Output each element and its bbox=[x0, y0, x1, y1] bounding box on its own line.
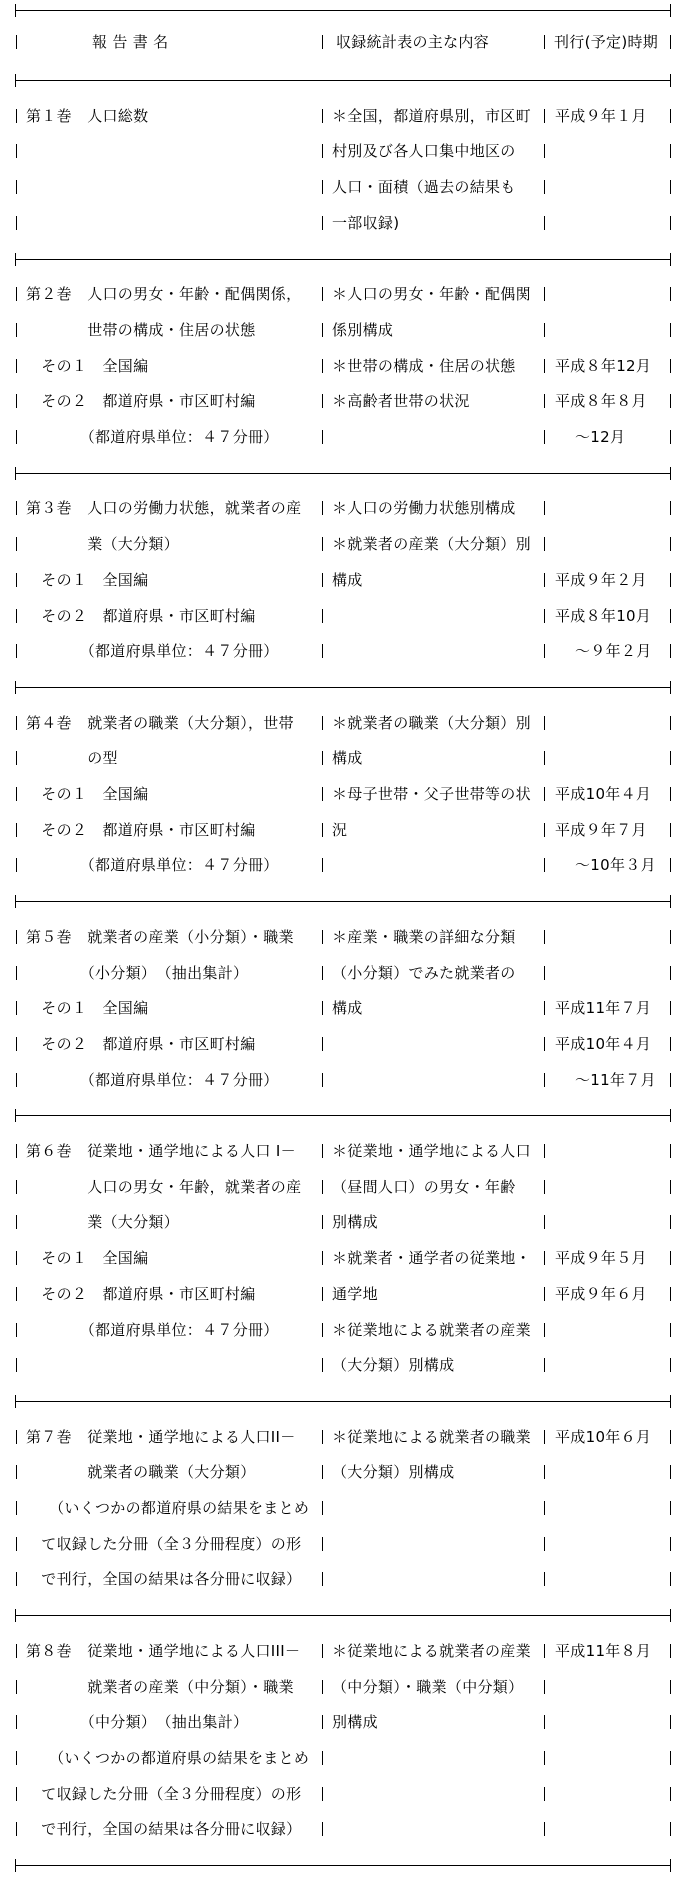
column-divider bbox=[670, 323, 671, 337]
report-title-cell: その２ 都道府県・市区町村編 bbox=[26, 1034, 256, 1053]
column-divider bbox=[670, 1751, 671, 1765]
column-divider bbox=[322, 716, 323, 730]
column-divider bbox=[544, 787, 545, 801]
column-divider bbox=[16, 537, 17, 551]
column-divider bbox=[670, 1001, 671, 1015]
column-divider bbox=[670, 1715, 671, 1729]
column-divider bbox=[670, 751, 671, 765]
column-divider bbox=[322, 394, 323, 408]
report-title-cell: （中分類） （抽出集計） bbox=[26, 1713, 249, 1732]
column-divider bbox=[16, 1572, 17, 1586]
contents-cell: 別構成 bbox=[332, 1213, 378, 1232]
column-divider bbox=[670, 1287, 671, 1301]
publication-date-cell: 平成10年６月 bbox=[555, 1427, 652, 1446]
column-divider bbox=[544, 1501, 545, 1515]
report-title-cell: （いくつかの都道府県の結果をまとめ bbox=[26, 1499, 310, 1517]
column-divider bbox=[544, 1073, 545, 1087]
volume-separator-rule bbox=[16, 473, 671, 474]
column-divider bbox=[544, 35, 545, 49]
report-title-cell: 業（大分類） bbox=[26, 1213, 180, 1232]
column-divider bbox=[670, 287, 671, 301]
contents-cell: （大分類）別構成 bbox=[332, 1463, 455, 1482]
column-divider bbox=[16, 394, 17, 408]
column-divider bbox=[16, 1680, 17, 1694]
publication-date-cell: 平成９年１月 bbox=[555, 106, 647, 125]
report-title-cell: その２ 都道府県・市区町村編 bbox=[26, 1284, 256, 1303]
column-divider bbox=[670, 1073, 671, 1087]
contents-cell: ＊全国，都道府県別，市区町 bbox=[332, 106, 531, 125]
report-title-cell: 世帯の構成・住居の状態 bbox=[26, 320, 256, 339]
column-divider bbox=[16, 1465, 17, 1479]
column-divider bbox=[16, 1287, 17, 1301]
publication-date-cell: 平成９年７月 bbox=[555, 820, 647, 839]
column-divider bbox=[16, 858, 17, 872]
report-title-cell: （都道府県単位：４７分冊） bbox=[26, 1320, 279, 1339]
volume-separator-rule bbox=[16, 259, 671, 260]
column-divider bbox=[544, 501, 545, 515]
column-divider bbox=[670, 537, 671, 551]
publication-date-cell: 平成９年２月 bbox=[555, 570, 647, 589]
column-divider bbox=[16, 359, 17, 373]
column-divider bbox=[322, 430, 323, 444]
column-divider bbox=[16, 287, 17, 301]
column-divider bbox=[670, 787, 671, 801]
column-divider bbox=[670, 1037, 671, 1051]
column-divider bbox=[16, 1251, 17, 1265]
contents-cell: ＊人口の労働力状態別構成 bbox=[332, 499, 516, 518]
column-divider bbox=[544, 1251, 545, 1265]
contents-cell: ＊人口の男女・年齢・配偶関 bbox=[332, 285, 531, 304]
column-divider bbox=[16, 1358, 17, 1372]
column-divider bbox=[544, 930, 545, 944]
column-divider bbox=[322, 501, 323, 515]
publication-date-cell: ～12月 bbox=[575, 428, 626, 446]
column-divider bbox=[16, 501, 17, 515]
column-divider bbox=[670, 430, 671, 444]
contents-cell: ＊産業・職業の詳細な分類 bbox=[332, 927, 516, 946]
report-title-cell: その１ 全国編 bbox=[26, 356, 149, 375]
contents-cell: （中分類）・職業（中分類） bbox=[332, 1677, 524, 1696]
column-divider bbox=[670, 1644, 671, 1658]
column-divider bbox=[670, 359, 671, 373]
column-divider bbox=[16, 823, 17, 837]
contents-cell: （昼間人口）の男女・年齢 bbox=[332, 1177, 516, 1196]
report-title-cell: で刊行，全国の結果は各分冊に収録） bbox=[26, 1820, 302, 1839]
column-divider bbox=[544, 1144, 545, 1158]
column-divider bbox=[322, 35, 323, 49]
column-divider bbox=[16, 1715, 17, 1729]
column-divider bbox=[322, 287, 323, 301]
column-divider bbox=[670, 1822, 671, 1836]
column-divider bbox=[544, 1572, 545, 1586]
header-rule bbox=[16, 80, 671, 81]
column-divider bbox=[16, 930, 17, 944]
report-title-cell: （都道府県単位：４７分冊） bbox=[26, 856, 279, 875]
column-divider bbox=[544, 1180, 545, 1194]
header-publication-date: 刊行(予定)時期 bbox=[554, 33, 659, 51]
column-divider bbox=[16, 787, 17, 801]
column-divider bbox=[544, 966, 545, 980]
column-divider bbox=[16, 1787, 17, 1801]
column-divider bbox=[670, 609, 671, 623]
column-divider bbox=[544, 1715, 545, 1729]
column-divider bbox=[16, 1144, 17, 1158]
column-divider bbox=[544, 287, 545, 301]
column-divider bbox=[322, 359, 323, 373]
column-divider bbox=[322, 751, 323, 765]
column-divider bbox=[544, 1644, 545, 1658]
column-divider bbox=[670, 1358, 671, 1372]
report-title-cell: 第８巻 従業地・通学地による人口III－ bbox=[26, 1641, 301, 1660]
column-divider bbox=[670, 180, 671, 194]
column-divider bbox=[544, 1787, 545, 1801]
contents-cell: ＊世帯の構成・住居の状態 bbox=[332, 356, 516, 375]
column-divider bbox=[322, 1715, 323, 1729]
contents-cell: 村別及び各人口集中地区の bbox=[332, 142, 516, 161]
column-divider bbox=[670, 1465, 671, 1479]
contents-cell: 通学地 bbox=[332, 1284, 378, 1303]
report-title-cell: （小分類） （抽出集計） bbox=[26, 963, 249, 982]
column-divider bbox=[670, 1787, 671, 1801]
contents-cell: 人口・面積（過去の結果も bbox=[332, 178, 516, 197]
column-divider bbox=[670, 930, 671, 944]
contents-cell: ＊就業者・通学者の従業地・ bbox=[332, 1249, 531, 1268]
table-top-rule bbox=[16, 10, 671, 11]
report-title-cell: その１ 全国編 bbox=[26, 1249, 149, 1268]
column-divider bbox=[322, 109, 323, 123]
volume-separator-rule bbox=[16, 901, 671, 902]
contents-cell: ＊高齢者世帯の状況 bbox=[332, 392, 470, 411]
publication-date-cell: ～９年２月 bbox=[575, 642, 652, 661]
contents-cell: ＊就業者の職業（大分類）別 bbox=[332, 713, 531, 732]
column-divider bbox=[544, 1465, 545, 1479]
column-divider bbox=[322, 1787, 323, 1801]
report-title-cell: て収録した分冊（全３分冊程度）の形 bbox=[26, 1534, 302, 1553]
report-title-cell: 就業者の職業（大分類） bbox=[26, 1463, 256, 1482]
column-divider bbox=[322, 1037, 323, 1051]
column-divider bbox=[16, 430, 17, 444]
column-divider bbox=[322, 1358, 323, 1372]
column-divider bbox=[16, 716, 17, 730]
report-title-cell: 就業者の産業（中分類）・職業 bbox=[26, 1677, 294, 1696]
report-title-cell: で刊行，全国の結果は各分冊に収録） bbox=[26, 1570, 302, 1589]
header-contents: 収録統計表の主な内容 bbox=[336, 33, 490, 51]
contents-cell: ＊従業地による就業者の産業 bbox=[332, 1641, 531, 1660]
column-divider bbox=[16, 216, 17, 230]
report-title-cell: 第３巻 人口の労働力状態，就業者の産 bbox=[26, 499, 302, 518]
report-title-cell: その１ 全国編 bbox=[26, 570, 149, 589]
column-divider bbox=[544, 716, 545, 730]
column-divider bbox=[322, 1822, 323, 1836]
contents-cell: 構成 bbox=[332, 999, 363, 1018]
column-divider bbox=[544, 394, 545, 408]
publication-date-cell: 平成９年６月 bbox=[555, 1284, 647, 1303]
column-divider bbox=[16, 1822, 17, 1836]
report-title-cell: 人口の男女・年齢，就業者の産 bbox=[26, 1177, 302, 1196]
report-title-cell: 第６巻 従業地・通学地による人口 Ⅰ－ bbox=[26, 1142, 296, 1160]
report-title-cell: その１ 全国編 bbox=[26, 999, 149, 1018]
report-title-cell: 第７巻 従業地・通学地による人口II－ bbox=[26, 1427, 296, 1446]
report-title-cell: 業（大分類） bbox=[26, 535, 180, 554]
volume-separator-rule bbox=[16, 1615, 671, 1616]
column-divider bbox=[16, 1501, 17, 1515]
column-divider bbox=[16, 323, 17, 337]
contents-cell: ＊従業地による就業者の産業 bbox=[332, 1320, 531, 1339]
column-divider bbox=[16, 609, 17, 623]
publication-date-cell: 平成11年８月 bbox=[555, 1641, 652, 1660]
column-divider bbox=[322, 1001, 323, 1015]
column-divider bbox=[670, 1215, 671, 1229]
report-title-cell: その２ 都道府県・市区町村編 bbox=[26, 606, 256, 625]
column-divider bbox=[322, 1215, 323, 1229]
column-divider bbox=[544, 1822, 545, 1836]
column-divider bbox=[544, 823, 545, 837]
publication-date-cell: 平成10年４月 bbox=[555, 785, 652, 803]
column-divider bbox=[544, 430, 545, 444]
column-divider bbox=[322, 1501, 323, 1515]
publication-date-cell: 平成９年５月 bbox=[555, 1249, 647, 1268]
column-divider bbox=[544, 751, 545, 765]
report-title-cell: その２ 都道府県・市区町村編 bbox=[26, 820, 256, 839]
column-divider bbox=[544, 1430, 545, 1444]
column-divider bbox=[670, 1251, 671, 1265]
column-divider bbox=[16, 644, 17, 658]
column-divider bbox=[322, 1680, 323, 1694]
column-divider bbox=[544, 1215, 545, 1229]
publication-date-cell: ～11年７月 bbox=[575, 1070, 656, 1089]
report-title-cell: （いくつかの都道府県の結果をまとめ bbox=[26, 1748, 310, 1767]
column-divider bbox=[670, 1323, 671, 1337]
column-divider bbox=[544, 216, 545, 230]
publication-date-cell: ～10年３月 bbox=[575, 856, 656, 875]
contents-cell: 別構成 bbox=[332, 1713, 378, 1732]
column-divider bbox=[544, 573, 545, 587]
column-divider bbox=[16, 1644, 17, 1658]
column-divider bbox=[544, 609, 545, 623]
column-divider bbox=[544, 1037, 545, 1051]
column-divider bbox=[670, 501, 671, 515]
publication-date-cell: 平成８年12月 bbox=[555, 356, 652, 375]
column-divider bbox=[544, 180, 545, 194]
column-divider bbox=[322, 1251, 323, 1265]
contents-cell: （小分類）でみた就業者の bbox=[332, 963, 516, 982]
column-divider bbox=[670, 1680, 671, 1694]
column-divider bbox=[670, 823, 671, 837]
column-divider bbox=[322, 1287, 323, 1301]
column-divider bbox=[322, 823, 323, 837]
column-divider bbox=[670, 858, 671, 872]
contents-cell: ＊就業者の産業（大分類）別 bbox=[332, 535, 531, 554]
column-divider bbox=[322, 1073, 323, 1087]
publication-date-cell: 平成11年７月 bbox=[555, 999, 652, 1018]
column-divider bbox=[16, 1073, 17, 1087]
contents-cell: 構成 bbox=[332, 749, 363, 768]
column-divider bbox=[16, 1037, 17, 1051]
column-divider bbox=[16, 1001, 17, 1015]
column-divider bbox=[670, 216, 671, 230]
column-divider bbox=[544, 858, 545, 872]
column-divider bbox=[322, 1537, 323, 1551]
column-divider bbox=[322, 1144, 323, 1158]
contents-cell: 一部収録) bbox=[332, 213, 400, 232]
column-divider bbox=[670, 1572, 671, 1586]
report-title-cell: 第１巻 人口総数 bbox=[26, 106, 149, 125]
publication-date-cell: 平成８年８月 bbox=[555, 392, 647, 411]
column-divider bbox=[16, 751, 17, 765]
column-divider bbox=[322, 609, 323, 623]
column-divider bbox=[322, 1572, 323, 1586]
volume-separator-rule bbox=[16, 1115, 671, 1116]
column-divider bbox=[670, 1144, 671, 1158]
column-divider bbox=[670, 144, 671, 158]
column-divider bbox=[544, 1323, 545, 1337]
column-divider bbox=[322, 537, 323, 551]
contents-cell: ＊母子世帯・父子世帯等の状 bbox=[332, 785, 531, 803]
contents-cell: 係別構成 bbox=[332, 320, 394, 339]
report-title-cell: の型 bbox=[26, 749, 118, 768]
report-title-cell: 第２巻 人口の男女・年齢・配偶関係， bbox=[26, 285, 302, 304]
column-divider bbox=[322, 930, 323, 944]
column-divider bbox=[16, 966, 17, 980]
column-divider bbox=[16, 180, 17, 194]
contents-cell: ＊従業地による就業者の職業 bbox=[332, 1427, 531, 1446]
column-divider bbox=[16, 1537, 17, 1551]
column-divider bbox=[322, 573, 323, 587]
column-divider bbox=[544, 144, 545, 158]
column-divider bbox=[544, 644, 545, 658]
column-divider bbox=[322, 180, 323, 194]
column-divider bbox=[670, 1501, 671, 1515]
report-title-cell: （都道府県単位：４７分冊） bbox=[26, 1070, 279, 1089]
report-title-cell: その２ 都道府県・市区町村編 bbox=[26, 392, 256, 411]
column-divider bbox=[322, 1180, 323, 1194]
contents-cell: 構成 bbox=[332, 570, 363, 589]
contents-cell: ＊従業地・通学地による人口 bbox=[332, 1142, 531, 1160]
column-divider bbox=[322, 858, 323, 872]
report-title-cell: 第５巻 就業者の産業（小分類）・職業 bbox=[26, 927, 294, 946]
column-divider bbox=[670, 1430, 671, 1444]
volume-separator-rule bbox=[16, 687, 671, 688]
contents-cell: （大分類）別構成 bbox=[332, 1356, 455, 1375]
column-divider bbox=[544, 323, 545, 337]
column-divider bbox=[16, 573, 17, 587]
column-divider bbox=[322, 787, 323, 801]
column-divider bbox=[16, 1751, 17, 1765]
column-divider bbox=[544, 109, 545, 123]
header-report-title: 報 告 書 名 bbox=[92, 33, 169, 51]
column-divider bbox=[16, 144, 17, 158]
column-divider bbox=[16, 1180, 17, 1194]
column-divider bbox=[322, 1430, 323, 1444]
column-divider bbox=[322, 144, 323, 158]
report-title-cell: （都道府県単位：４７分冊） bbox=[26, 642, 279, 661]
column-divider bbox=[322, 323, 323, 337]
column-divider bbox=[322, 644, 323, 658]
column-divider bbox=[544, 1751, 545, 1765]
publication-date-cell: 平成８年10月 bbox=[555, 606, 652, 625]
column-divider bbox=[322, 966, 323, 980]
column-divider bbox=[670, 966, 671, 980]
column-divider bbox=[670, 573, 671, 587]
column-divider bbox=[544, 1537, 545, 1551]
contents-cell: 況 bbox=[332, 820, 348, 839]
volume-separator-rule bbox=[16, 1865, 671, 1866]
publication-date-cell: 平成10年４月 bbox=[555, 1034, 652, 1053]
column-divider bbox=[322, 216, 323, 230]
column-divider bbox=[322, 1751, 323, 1765]
report-title-cell: て収録した分冊（全３分冊程度）の形 bbox=[26, 1784, 302, 1803]
column-divider bbox=[16, 1215, 17, 1229]
column-divider bbox=[16, 109, 17, 123]
volume-separator-rule bbox=[16, 1401, 671, 1402]
column-divider bbox=[544, 1680, 545, 1694]
report-title-cell: その１ 全国編 bbox=[26, 785, 149, 803]
column-divider bbox=[544, 1358, 545, 1372]
column-divider bbox=[544, 1287, 545, 1301]
column-divider bbox=[16, 35, 17, 49]
column-divider bbox=[16, 1323, 17, 1337]
report-title-cell: 第４巻 就業者の職業（大分類），世帯 bbox=[26, 713, 294, 732]
column-divider bbox=[544, 359, 545, 373]
column-divider bbox=[322, 1465, 323, 1479]
column-divider bbox=[670, 1180, 671, 1194]
column-divider bbox=[670, 35, 671, 49]
column-divider bbox=[670, 716, 671, 730]
column-divider bbox=[670, 1537, 671, 1551]
column-divider bbox=[670, 644, 671, 658]
column-divider bbox=[544, 537, 545, 551]
column-divider bbox=[670, 109, 671, 123]
column-divider bbox=[16, 1430, 17, 1444]
column-divider bbox=[670, 394, 671, 408]
report-title-cell: （都道府県単位：４７分冊） bbox=[26, 428, 279, 446]
column-divider bbox=[322, 1323, 323, 1337]
column-divider bbox=[322, 1644, 323, 1658]
column-divider bbox=[544, 1001, 545, 1015]
